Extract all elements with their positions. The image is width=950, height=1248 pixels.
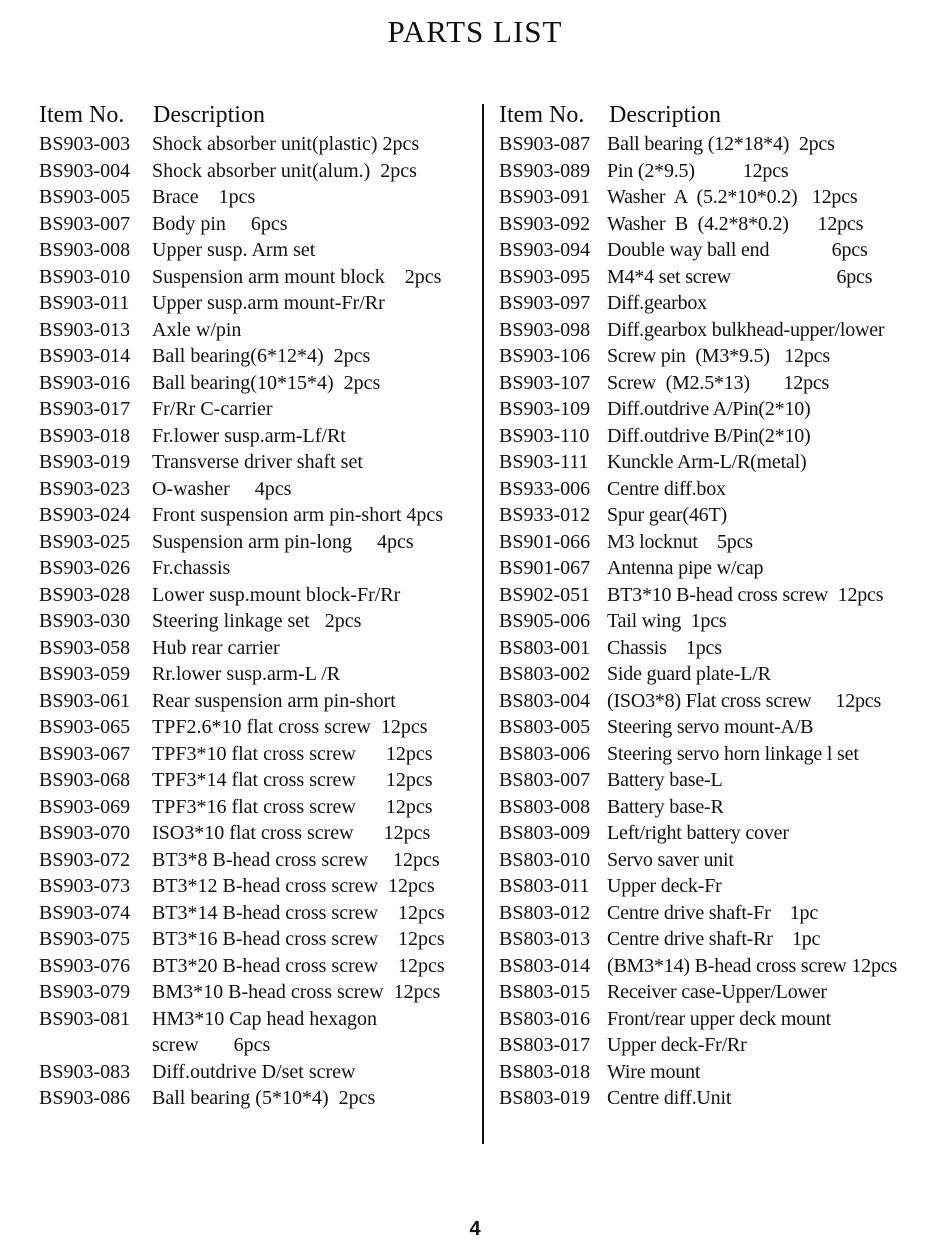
part-item-no: BS803-008: [499, 795, 591, 818]
part-item-no: BS903-025: [39, 530, 131, 553]
part-description: HM3*10 Cap head hexagon: [152, 1007, 377, 1030]
part-item-no: BS903-023: [39, 477, 131, 500]
part-row: [39, 264, 489, 291]
part-row: [39, 131, 489, 158]
part-item-no: BS901-067: [499, 557, 591, 579]
part-item-no: BS903-024: [39, 504, 131, 526]
part-description: Suspension arm pin-long 4pcs: [152, 530, 414, 553]
part-item-no: BS903-030: [39, 610, 131, 632]
part-description: Front suspension arm pin-short 4pcs: [152, 504, 444, 526]
part-item-no: BS903-079: [39, 981, 131, 1003]
part-row: [499, 423, 947, 450]
part-row: [39, 184, 489, 211]
part-row: [39, 211, 489, 238]
part-description: Rear suspension arm pin-short: [152, 689, 396, 712]
part-description: BT3*14 B-head cross screw 12pcs: [152, 901, 445, 924]
part-item-no: BS903-087: [499, 133, 591, 155]
part-item-no: BS903-005: [39, 186, 131, 208]
part-description: Spur gear(46T): [607, 504, 727, 526]
part-row: [499, 635, 947, 662]
part-description: Ball bearing (12*18*4) 2pcs: [607, 133, 835, 155]
part-description: BT3*20 B-head cross screw 12pcs: [152, 954, 445, 977]
part-description: TPF3*10 flat cross screw 12pcs: [152, 742, 433, 765]
part-row: [39, 635, 489, 662]
part-item-no: BS903-097: [499, 292, 591, 314]
part-row: [499, 873, 947, 900]
part-item-no: BS902-051: [499, 583, 591, 606]
part-description: Centre drive shaft-Rr 1pc: [607, 928, 821, 950]
part-row: [39, 926, 489, 953]
part-description: screw 6pcs: [152, 1034, 271, 1056]
part-item-no: BS803-019: [499, 1087, 591, 1109]
part-item-no: BS903-026: [39, 557, 131, 579]
part-item-no: BS903-110: [499, 424, 590, 447]
part-item-no: BS903-007: [39, 212, 131, 235]
part-item-no: BS903-083: [39, 1060, 131, 1083]
part-description: Shock absorber unit(plastic) 2pcs: [152, 133, 420, 155]
part-row: [499, 449, 947, 476]
part-item-no: BS903-014: [39, 345, 131, 367]
part-item-no: BS903-019: [39, 451, 131, 473]
part-description: Fr.chassis: [152, 557, 231, 579]
part-item-no: BS903-067: [39, 742, 131, 765]
part-row: [39, 1085, 489, 1112]
column-divider: [482, 104, 484, 1144]
part-row: [499, 529, 947, 556]
part-item-no: BS903-018: [39, 424, 131, 447]
part-row: [499, 290, 947, 317]
part-row: [499, 1006, 947, 1033]
part-description: Rr.lower susp.arm-L /R: [152, 663, 341, 685]
part-row: [499, 317, 947, 344]
part-description: Battery base-R: [607, 795, 724, 818]
part-row: [39, 979, 489, 1006]
part-row: [39, 741, 489, 768]
part-row: [39, 396, 489, 423]
part-description: BT3*16 B-head cross screw 12pcs: [152, 928, 445, 950]
part-row: [39, 343, 489, 370]
part-item-no: BS903-094: [499, 239, 591, 261]
part-item-no: BS803-002: [499, 663, 591, 685]
part-description: Upper deck-Fr: [607, 875, 722, 897]
part-item-no: BS933-006: [499, 477, 591, 500]
part-row: [39, 608, 489, 635]
header-description: Description: [609, 102, 721, 128]
part-item-no: BS803-016: [499, 1007, 591, 1030]
part-item-no: BS903-072: [39, 848, 131, 871]
part-row: [499, 476, 947, 503]
part-description: Screw pin (M3*9.5) 12pcs: [607, 345, 830, 367]
part-row: [39, 423, 489, 450]
part-description: TPF3*16 flat cross screw 12pcs: [152, 795, 433, 818]
part-row: [499, 211, 947, 238]
part-row: [39, 290, 489, 317]
part-row: [499, 1032, 947, 1059]
part-description: Antenna pipe w/cap: [607, 557, 764, 579]
part-item-no: BS903-028: [39, 583, 131, 606]
part-description: BT3*12 B-head cross screw 12pcs: [152, 875, 435, 897]
part-description: Ball bearing (5*10*4) 2pcs: [152, 1087, 376, 1109]
part-row: [39, 1059, 489, 1086]
part-description: TPF3*14 flat cross screw 12pcs: [152, 769, 433, 791]
part-item-no: BS901-066: [499, 530, 591, 553]
part-item-no: BS933-012: [499, 504, 591, 526]
part-item-no: BS903-092: [499, 212, 591, 235]
part-row: [499, 714, 947, 741]
part-item-no: BS803-017: [499, 1034, 591, 1056]
part-item-no: BS903-008: [39, 239, 131, 261]
part-description: Diff.outdrive D/set screw: [152, 1060, 356, 1083]
part-description: Front/rear upper deck mount: [607, 1007, 831, 1030]
part-description: Washer B (4.2*8*0.2) 12pcs: [607, 212, 864, 235]
part-description: Steering linkage set 2pcs: [152, 610, 362, 632]
part-description: Brace 1pcs: [152, 186, 256, 208]
part-item-no: BS903-089: [499, 159, 591, 182]
part-row: [499, 370, 947, 397]
part-row: [499, 158, 947, 185]
part-row: [499, 555, 947, 582]
part-row: [499, 396, 947, 423]
part-row: [39, 555, 489, 582]
part-description: Left/right battery cover: [607, 822, 789, 844]
part-row: [39, 1006, 489, 1033]
part-description: (BM3*14) B-head cross screw 12pcs: [607, 954, 898, 977]
part-item-no: BS803-010: [499, 848, 591, 871]
part-row: [499, 264, 947, 291]
part-row: [499, 582, 947, 609]
part-item-no: BS903-016: [39, 371, 131, 394]
part-row: [39, 476, 489, 503]
part-description: Chassis 1pcs: [607, 636, 722, 659]
part-description: Lower susp.mount block-Fr/Rr: [152, 583, 401, 606]
part-item-no: BS903-011: [39, 292, 130, 314]
part-item-no: BS903-086: [39, 1087, 131, 1109]
part-item-no: BS903-059: [39, 663, 131, 685]
part-description: Steering servo mount-A/B: [607, 716, 814, 738]
part-item-no: BS803-001: [499, 636, 591, 659]
part-item-no: BS903-109: [499, 398, 591, 420]
part-row: [499, 847, 947, 874]
part-row: [499, 343, 947, 370]
part-description: Upper susp.arm mount-Fr/Rr: [152, 292, 385, 314]
part-item-no: BS903-095: [499, 265, 591, 288]
part-item-no: BS903-070: [39, 822, 131, 844]
part-row: [39, 317, 489, 344]
part-row: [39, 794, 489, 821]
part-item-no: BS803-014: [499, 954, 591, 977]
part-item-no: BS903-003: [39, 133, 131, 155]
part-description: Diff.gearbox: [607, 292, 707, 314]
part-row: [499, 502, 947, 529]
part-description: Battery base-L: [607, 769, 723, 791]
part-item-no: BS903-058: [39, 636, 131, 659]
part-description: Side guard plate-L/R: [607, 663, 771, 685]
header-item-no: Item No.: [499, 102, 585, 128]
part-description: Steering servo horn linkage l set: [607, 742, 859, 765]
part-item-no: BS903-073: [39, 875, 131, 897]
part-item-no: BS903-065: [39, 716, 131, 738]
part-description: Double way ball end 6pcs: [607, 239, 868, 261]
part-item-no: BS903-010: [39, 265, 131, 288]
page-number: 4: [469, 1218, 481, 1240]
part-row: [39, 953, 489, 980]
part-row: [499, 184, 947, 211]
part-item-no: [39, 1032, 152, 1059]
part-item-no: BS803-009: [499, 822, 591, 844]
part-item-no: BS803-015: [499, 981, 591, 1003]
part-row: [39, 158, 489, 185]
part-item-no: BS903-106: [499, 345, 591, 367]
part-description: Ball bearing(6*12*4) 2pcs: [152, 345, 371, 367]
part-description: Upper deck-Fr/Rr: [607, 1034, 747, 1056]
part-row: [39, 661, 489, 688]
part-item-no: BS903-081: [39, 1007, 131, 1030]
part-description: Transverse driver shaft set: [152, 451, 363, 473]
part-row: [499, 1059, 947, 1086]
part-row: [499, 131, 947, 158]
part-row: [499, 953, 947, 980]
part-row: [39, 847, 489, 874]
part-item-no: BS803-005: [499, 716, 591, 738]
parts-column-left: [39, 99, 489, 1112]
part-row: [39, 873, 489, 900]
part-item-no: BS903-013: [39, 318, 131, 341]
part-description: Body pin 6pcs: [152, 212, 288, 235]
part-item-no: BS803-007: [499, 769, 591, 791]
part-row: [499, 608, 947, 635]
part-item-no: BS903-091: [499, 186, 591, 208]
part-description: Centre diff.box: [607, 477, 726, 500]
part-item-no: BS903-069: [39, 795, 131, 818]
part-description: Diff.gearbox bulkhead-upper/lower: [607, 318, 885, 341]
part-description: Ball bearing(10*15*4) 2pcs: [152, 371, 381, 394]
part-description: Upper susp. Arm set: [152, 239, 316, 261]
part-item-no: BS903-068: [39, 769, 131, 791]
part-row: [499, 767, 947, 794]
part-item-no: BS903-075: [39, 928, 131, 950]
part-item-no: BS903-098: [499, 318, 591, 341]
part-row: [499, 741, 947, 768]
part-description: Receiver case-Upper/Lower: [607, 981, 827, 1003]
header-item-no: Item No.: [39, 102, 125, 128]
part-item-no: BS803-012: [499, 901, 591, 924]
column-header: [39, 99, 489, 131]
part-description: M4*4 set screw 6pcs: [607, 265, 873, 288]
part-row: [39, 714, 489, 741]
parts-column-right: [499, 99, 947, 1112]
part-row: [39, 237, 489, 264]
part-description: Shock absorber unit(alum.) 2pcs: [152, 159, 417, 182]
part-row: [499, 820, 947, 847]
part-item-no: BS803-011: [499, 875, 590, 897]
part-row: [499, 926, 947, 953]
part-description: Tail wing 1pcs: [607, 610, 727, 632]
part-description: (ISO3*8) Flat cross screw 12pcs: [607, 689, 882, 712]
part-item-no: BS903-017: [39, 398, 131, 420]
part-item-no: BS903-107: [499, 371, 591, 394]
part-row: [499, 979, 947, 1006]
part-item-no: BS803-018: [499, 1060, 591, 1083]
part-description: BT3*8 B-head cross screw 12pcs: [152, 848, 440, 871]
part-row: [39, 449, 489, 476]
part-item-no: BS803-013: [499, 928, 591, 950]
part-description: Pin (2*9.5) 12pcs: [607, 159, 789, 182]
part-description: O-washer 4pcs: [152, 477, 292, 500]
header-description: Description: [153, 102, 265, 128]
part-row: [39, 582, 489, 609]
part-description: Centre diff.Unit: [607, 1087, 732, 1109]
part-description: Fr.lower susp.arm-Lf/Rt: [152, 424, 346, 447]
part-description: Diff.outdrive B/Pin(2*10): [607, 424, 811, 447]
part-row: [499, 688, 947, 715]
part-row: [39, 900, 489, 927]
part-description: Hub rear carrier: [152, 636, 280, 659]
part-item-no: BS903-076: [39, 954, 131, 977]
part-description: Screw (M2.5*13) 12pcs: [607, 371, 830, 394]
part-description: Servo saver unit: [607, 848, 734, 871]
part-row: [499, 794, 947, 821]
part-description: Diff.outdrive A/Pin(2*10): [607, 398, 811, 420]
part-row: [39, 767, 489, 794]
part-row: [39, 820, 489, 847]
part-description: BM3*10 B-head cross screw 12pcs: [152, 981, 441, 1003]
part-description: TPF2.6*10 flat cross screw 12pcs: [152, 716, 428, 738]
part-item-no: BS903-061: [39, 689, 131, 712]
part-description: M3 locknut 5pcs: [607, 530, 753, 553]
part-row: [499, 1085, 947, 1112]
part-description: Kunckle Arm-L/R(metal): [607, 451, 807, 473]
part-row: [39, 1032, 489, 1059]
part-description: Washer A (5.2*10*0.2) 12pcs: [607, 186, 858, 208]
part-item-no: BS903-111: [499, 451, 589, 473]
part-item-no: BS803-004: [499, 689, 591, 712]
part-row: [39, 370, 489, 397]
part-row: [499, 661, 947, 688]
part-item-no: BS905-006: [499, 610, 591, 632]
part-description: BT3*10 B-head cross screw 12pcs: [607, 583, 884, 606]
part-description: Axle w/pin: [152, 318, 242, 341]
column-header: [499, 99, 947, 131]
part-row: [39, 529, 489, 556]
part-row: [499, 237, 947, 264]
part-description: Wire mount: [607, 1060, 701, 1083]
page-title: PARTS LIST: [387, 14, 563, 49]
part-item-no: BS903-004: [39, 159, 131, 182]
part-description: Centre drive shaft-Fr 1pc: [607, 901, 819, 924]
part-item-no: BS803-006: [499, 742, 591, 765]
part-row: [39, 688, 489, 715]
part-row: [39, 502, 489, 529]
part-description: Suspension arm mount block 2pcs: [152, 265, 442, 288]
part-item-no: BS903-074: [39, 901, 131, 924]
part-description: ISO3*10 flat cross screw 12pcs: [152, 822, 431, 844]
part-row: [499, 900, 947, 927]
part-description: Fr/Rr C-carrier: [152, 398, 273, 420]
